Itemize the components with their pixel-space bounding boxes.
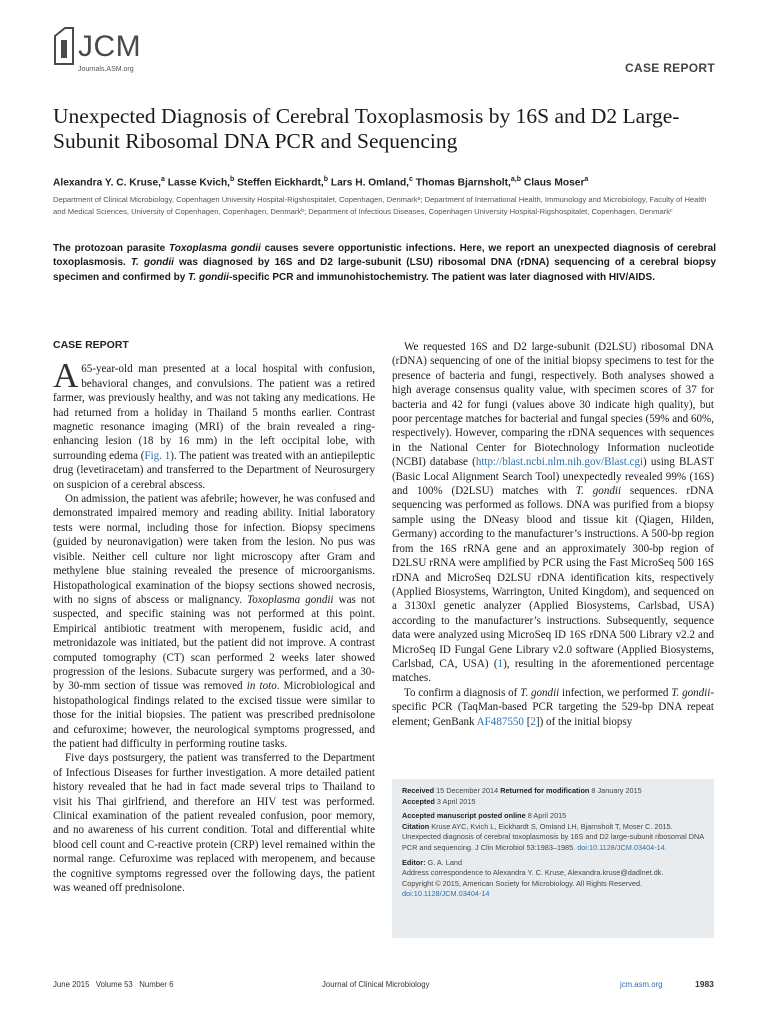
paragraph-text: [ [523,715,531,728]
jcm-logo-icon [53,26,75,66]
paragraph-text: . Microbiological and histopathological findings related to the excised tissue were similar to those for the initial biopsies. The patient was prescribed prednisolone and cefuroxime; however, the neurological symptoms progressed, and the patient had difficulty in performing routine tasks. [53,680,375,750]
author-affiliation-mark: c [409,176,413,183]
logo-text: JCM [78,30,142,63]
author-affiliation-mark: a [584,176,589,183]
drop-cap: A [53,356,79,396]
article-title: Unexpected Diagnosis of Cerebral Toxoplasmosis by 16S and D2 Large-Subunit Ribosomal DNA PCR and Sequencing [53,104,680,153]
author-name: Thomas Bjarnsholt, [415,177,511,189]
affiliations: Department of Clinical Microbiology, Copenhagen University Hospital-Rigshospitalet, Copenhagen, Denmarkᵃ; Department of International Health, Immunology and Microbiology, Faculty of Health and Medical Sciences, University of Copenhagen, Copenhagen, Denmarkᵇ; Department of Infectious Diseases, Copenhagen University Hospital-Rigshospitalet, Copenhagen, Denmarkᶜ [53,195,707,216]
citation-doi-link[interactable]: doi:10.1128/JCM.03404-14. [577,842,667,852]
author-name: Alexandra Y. C. Kruse, [53,177,161,189]
paragraph-text: ) using BLAST (Basic Local Alignment Search Tool) unexpectedly revealed 99% (16S) and 100% (D2LSU) matches with [392,456,714,498]
author-affiliation-mark: a [160,176,165,183]
citation-label: Citation [402,821,430,831]
editor-label: Editor: [402,857,426,867]
online-label: Accepted manuscript posted online [402,811,526,821]
abstract [53,242,716,285]
online-date: 8 April 2015 [527,811,567,821]
blast-url-link[interactable]: http://blast.ncbi.nlm.nih.gov/Blast.cgi [475,456,644,469]
section-heading: CASE REPORT [53,339,129,351]
reference-link[interactable]: 1 [497,657,504,670]
paragraph [392,340,714,686]
paragraph-text: infection, we performed [559,686,672,699]
author-affiliation-mark: b [230,176,235,183]
paragraph-text: ]) of the initial biopsy [535,715,633,728]
body-column-left [53,338,375,895]
abstract-species-name: T. gondii [188,271,229,283]
returned-date: 8 January 2015 [591,786,642,795]
editor-row [402,858,704,869]
abstract-species-name: Toxoplasma gondii [169,243,261,254]
paragraph: Five days postsurgery, the patient was transferred to the Department of Infectious Diseases for further investigation. A more detailed patient history revealed that he had in fact made several trips to Thailand to visit his Thai girlfriend, and therefore an HIV test was performed. Clinical examination of the patient revealed confusion, poor memory, and no awareness of his current condition. Total and differential white blood cell count and C-reactive protein (CRP) level remained within the normal range. Cefuroxime was replaced with meropenem, and because the cognitive symptoms regressed over the following days, the patient was weaned off prednisolone. [53,752,375,895]
paragraph-text: -specific PCR (TaqMan-based PCR targeting the 529-bp DNA repeat element; GenBank [392,686,714,728]
accepted-date: 3 April 2015 [436,796,476,806]
abstract-species-name: T. gondii [130,257,174,269]
body-column-right [392,340,714,729]
abstract-text: The protozoan parasite [53,243,169,254]
correspondence-row: Address correspondence to Alexandra Y. C. Kruse, Alexandra.kruse@dadlnet.dk. [402,868,664,878]
figure-link[interactable]: Fig. 1 [144,449,171,462]
paragraph-text: We requested 16S and D2 large-subunit (D2LSU) ribosomal DNA (rDNA) sequencing of one of the initial biopsy specimens to test for the presence of bacteria and fungi, respectively. Both analyses showed a high average consensus quality value, with specimen scores of 37 for bacteria and 42 for fungi (values above 30 indicate high quality), but poor percentage matches for bacterial and fungal species (59% and 60%, respectively). However, comparing the rDNA sequences with sequences in the National Center for Biotechnology Information nucleotide (NCBI) database ( [392,341,714,469]
copyright-row: Copyright © 2015, American Society for Microbiology. All Rights Reserved. [402,878,643,888]
reference-link[interactable]: 2 [530,715,536,728]
page-number: 1983 [695,979,714,989]
species-name: T. gondii [575,485,622,498]
paragraph-text: To confirm a diagnosis of [404,686,521,699]
author-name: Steffen Eickhardt, [237,177,324,189]
species-name: T. gondii [671,686,711,699]
paragraph-text: ), resulting in the aforementioned percentage matches. [392,657,714,685]
author-name: Claus Moser [523,177,585,189]
received-label: Received [402,786,435,795]
dates-row [402,786,704,797]
paragraph [53,492,375,751]
abstract-text: was diagnosed by 16S and D2 large-subunit (LSU) ribosomal DNA (rDNA) sequencing of a cerebral biopsy specimen and confirmed by [53,257,717,283]
paragraph-text: was not suspected, and specific staining was not performed at this point. Empirical antibiotic treatment with meropenem, fusidic acid, and metronidazole was initiated, but the patient did not improve. A contrast computed tomography (CT) scan performed 2 weeks later showed progression of the lesions. Subacute surgery was performed, and a 30- by 30-mm section of tissue was removed [53,593,375,693]
abstract-text: -specific PCR and immunohistochemistry. The patient was later diagnosed with HIV/AIDS. [228,271,655,283]
author-affiliation-mark: a,b [510,176,521,183]
paragraph-text: 65-year-old man presented at a local hospital with confusion, behavioral changes, and convulsions. The patient was a retired farmer, was previously healthy, and was not taking any medications. He had returned from a holiday in Thailand 5 months earlier. Contrast magnetic resonance imaging (MRI) of the brain revealed a ring-enhancing lesion (18 by 16 mm) in the left occipital lobe, with surrounding edema ( [53,363,375,462]
species-name: Toxoplasma gondii [247,593,334,606]
article-type-label: CASE REPORT [625,61,715,75]
returned-label: Returned for modification [500,786,590,795]
editor-name: G. A. Land [427,857,463,867]
accepted-label: Accepted [402,796,435,806]
author-list [53,176,733,188]
citation-text: Kruse AYC, Kvich L, Eickhardt S, Omland LH, Bjarnsholt T, Moser C. 2015. Unexpected diagnosis of cerebral toxoplasmosis by 16S and D2 large-subunit ribosomal DNA PCR and sequencing. J Clin Microbiol 53:1983–1985. [402,821,704,852]
logo-site: Journals.ASM.org [78,66,134,73]
footer-issue: June 2015 Volume 53 Number 6 [53,980,174,989]
paragraph [53,356,375,492]
author-name: Lars H. Omland, [330,177,410,189]
paragraph-text: sequences. rDNA sequencing was performed as follows. DNA was purified from a biopsy sample using the DNeasy blood and tissue kit (Qiagen, Hilden, Germany) according to the manufacturer’s instructions. A 500-bp region from the 16S rRNA gene and an approximately 300-bp region of D2LSU rRNA were amplified by PCR using the Fast MicroSeq 500 16S rDNA and MicroSeq D2LSU rDNA identification kits, respectively (Applied Biosystems, Warrington, United Kingdom), and sequenced on a 3130xl genetic analyzer (Applied Biosystems, Carlsbad, USA) according to the manufacturer’s instructions. Subsequently, sequence data were analyzed using MicroSeq ID 16S rDNA 500 Library v2.2 and MicroSeq ID Fungal Gene Library v2.0 software (Applied Biosystems, Carlsbad, CA, USA) ( [392,485,714,670]
journal-logo [53,26,143,76]
genbank-link[interactable]: AF487550 [476,715,524,728]
italic-term: in toto [246,680,277,693]
author-name: Lasse Kvich, [167,177,231,189]
paragraph-text: On admission, the patient was afebrile; however, he was confused and demonstrated impaired memory and reading ability. Initial laboratory tests were normal, including those for infection. Biopsy specimens (guided by neuronavigation) were taken from the lesion. No pus was visible. Neither cell culture nor light microscopy after Gram and methylene blue staining revealed the presence of microorganisms. Histopathological examination of the biopsy sections showed necrosis, with no signs of abscess or malignancy. [53,493,376,606]
citation-row [402,822,704,854]
article-info-box [392,779,714,938]
doi-link[interactable]: doi:10.1128/JCM.03404-14 [402,889,490,899]
paragraph-text: ). The patient was treated with an antiepileptic drug (levetiracetam) and transferred to the Department of Neurosurgery on suspicion of a cerebral abscess. [53,449,375,491]
abstract-text: causes severe opportunistic infections. Here, we report an unexpected diagnosis of cerebral toxoplasmosis. [53,243,717,269]
author-affiliation-mark: b [323,176,329,183]
footer-url-link[interactable]: jcm.asm.org [620,980,663,989]
online-row [402,811,704,822]
paragraph [392,686,714,729]
footer-journal: Journal of Clinical Microbiology [322,980,430,989]
species-name: T. gondii [520,686,560,699]
accepted-row [402,797,704,808]
received-date: 15 December 2014 [436,786,499,795]
